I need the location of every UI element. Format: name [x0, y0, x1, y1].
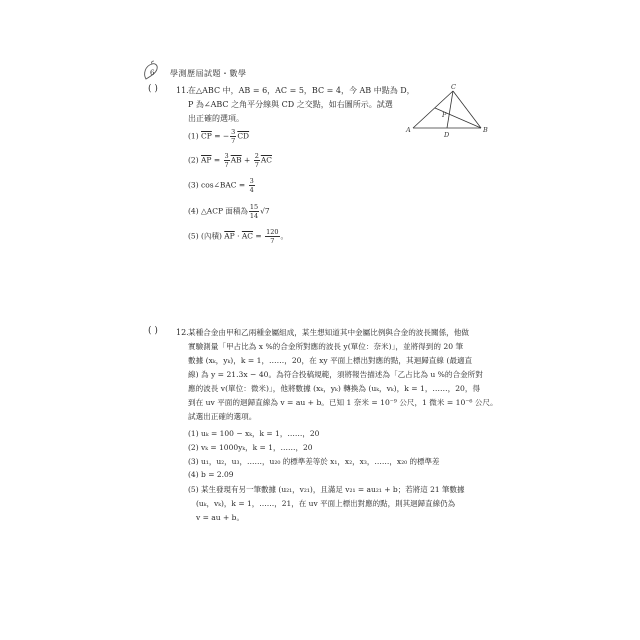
q12-line: 實驗測量「甲占比為 x %的合金所對應的波長 y(單位：奈米)」，並將得到的 20 筆 — [188, 342, 464, 351]
label-p: P — [442, 111, 447, 119]
q11-line-1: 在△ABC 中，AB = 6，AC = 5，BC = 4，今 AB 中點為 D， — [188, 86, 415, 95]
q11-line-2: P 為∠ABC 之角平分線與 CD 之交點，如右圖所示。試選 — [188, 100, 393, 109]
page-number: 6 — [150, 69, 155, 77]
segment-cd — [447, 91, 453, 128]
q11-option-2: (2) $\overline{AP}$ = $\frac{3}{7}$ $\overline{AB}$ + $\frac{2}{7}$ $\overline{AC}$ — [188, 152, 272, 169]
q12-option-2: (2) vₖ = 1000yₖ，k = 1，……，20 — [188, 443, 313, 452]
label-b: B — [483, 126, 488, 134]
q12-option-1: (1) uₖ = 100 − xₖ，k = 1，……，20 — [188, 429, 320, 438]
q12-line: 數據 (xₖ，yₖ)，k = 1，……，20，在 xy 平面上標出對應的點，其迴歸直線 (最適直 — [188, 356, 473, 365]
label-c: C — [451, 83, 456, 91]
q12-option-4: (4) b = 2.09 — [188, 470, 234, 479]
q12-option-3: (3) u₁，u₂，u₃，……，u₂₀ 的標準差等於 x₁，x₂，x₃，……，x₂₀ 的標準差 — [188, 457, 440, 466]
label-a: A — [406, 126, 411, 134]
q12-line: 某種合金由甲和乙兩種金屬組成，某生想知道其中金屬比例與合金的波長關係，他做 — [188, 328, 469, 337]
q12-line: 應的波長 v(單位：微米)」，他將數據 (xₖ，yₖ) 轉換為 (uₖ，vₖ)，k = 1，……，20，得 — [188, 384, 481, 393]
q11-answer-box: ( ) — [148, 84, 158, 94]
q11-option-1: (1) $\overline{CP}$ = − $\frac{3}{7}$ $\overline{CD}$ — [188, 128, 250, 145]
q12-option-5: (5) 某生發現有另一筆數據 (u₂₁，v₂₁)，且滿足 v₂₁ = au₂₁ + b；若將這 21 筆數據 — [188, 485, 465, 494]
q11-option-5: (5) (內積) $\overline{AP} \cdot \overline{AC}$ = $\frac{120}{7}$ 。 — [188, 228, 289, 245]
q11-option-3: (3) cos∠BAC = $\frac{3}{4}$ — [188, 177, 254, 194]
q12-line: 線) 為 y = 21.3x − 40。為符合投稿規範，須將報告描述為「乙占比為 u %的合金所對 — [188, 370, 483, 379]
q11-number: 11. — [176, 86, 189, 95]
q12-option-5-cont: v = au + b。 — [196, 513, 244, 522]
q12-line: 到在 uv 平面的迴歸直線為 v = au + b。已知 1 奈米 = 10⁻⁹ 公尺，1 微米 = 10⁻⁶ 公尺。 — [188, 398, 498, 407]
q12-number: 12. — [176, 328, 189, 337]
q11-option-4: (4) △ACP 面積為 $\frac{15}{14}$ √7 — [188, 203, 270, 220]
q12-answer-box: ( ) — [148, 326, 158, 336]
side-bc — [453, 91, 481, 128]
q12-line: 試選出正確的選項。 — [188, 412, 257, 421]
triangle-figure — [398, 80, 493, 142]
header-title: 學測歷屆試題・數學 — [170, 69, 247, 78]
q12-option-5-cont: (uₖ，vₖ)，k = 1，……，21，在 uv 平面上標出對應的點，則其迴歸直線仍為 — [196, 499, 456, 508]
side-ac — [413, 91, 453, 128]
label-d: D — [444, 131, 450, 139]
q11-line-3: 出正確的選項。 — [188, 114, 244, 123]
